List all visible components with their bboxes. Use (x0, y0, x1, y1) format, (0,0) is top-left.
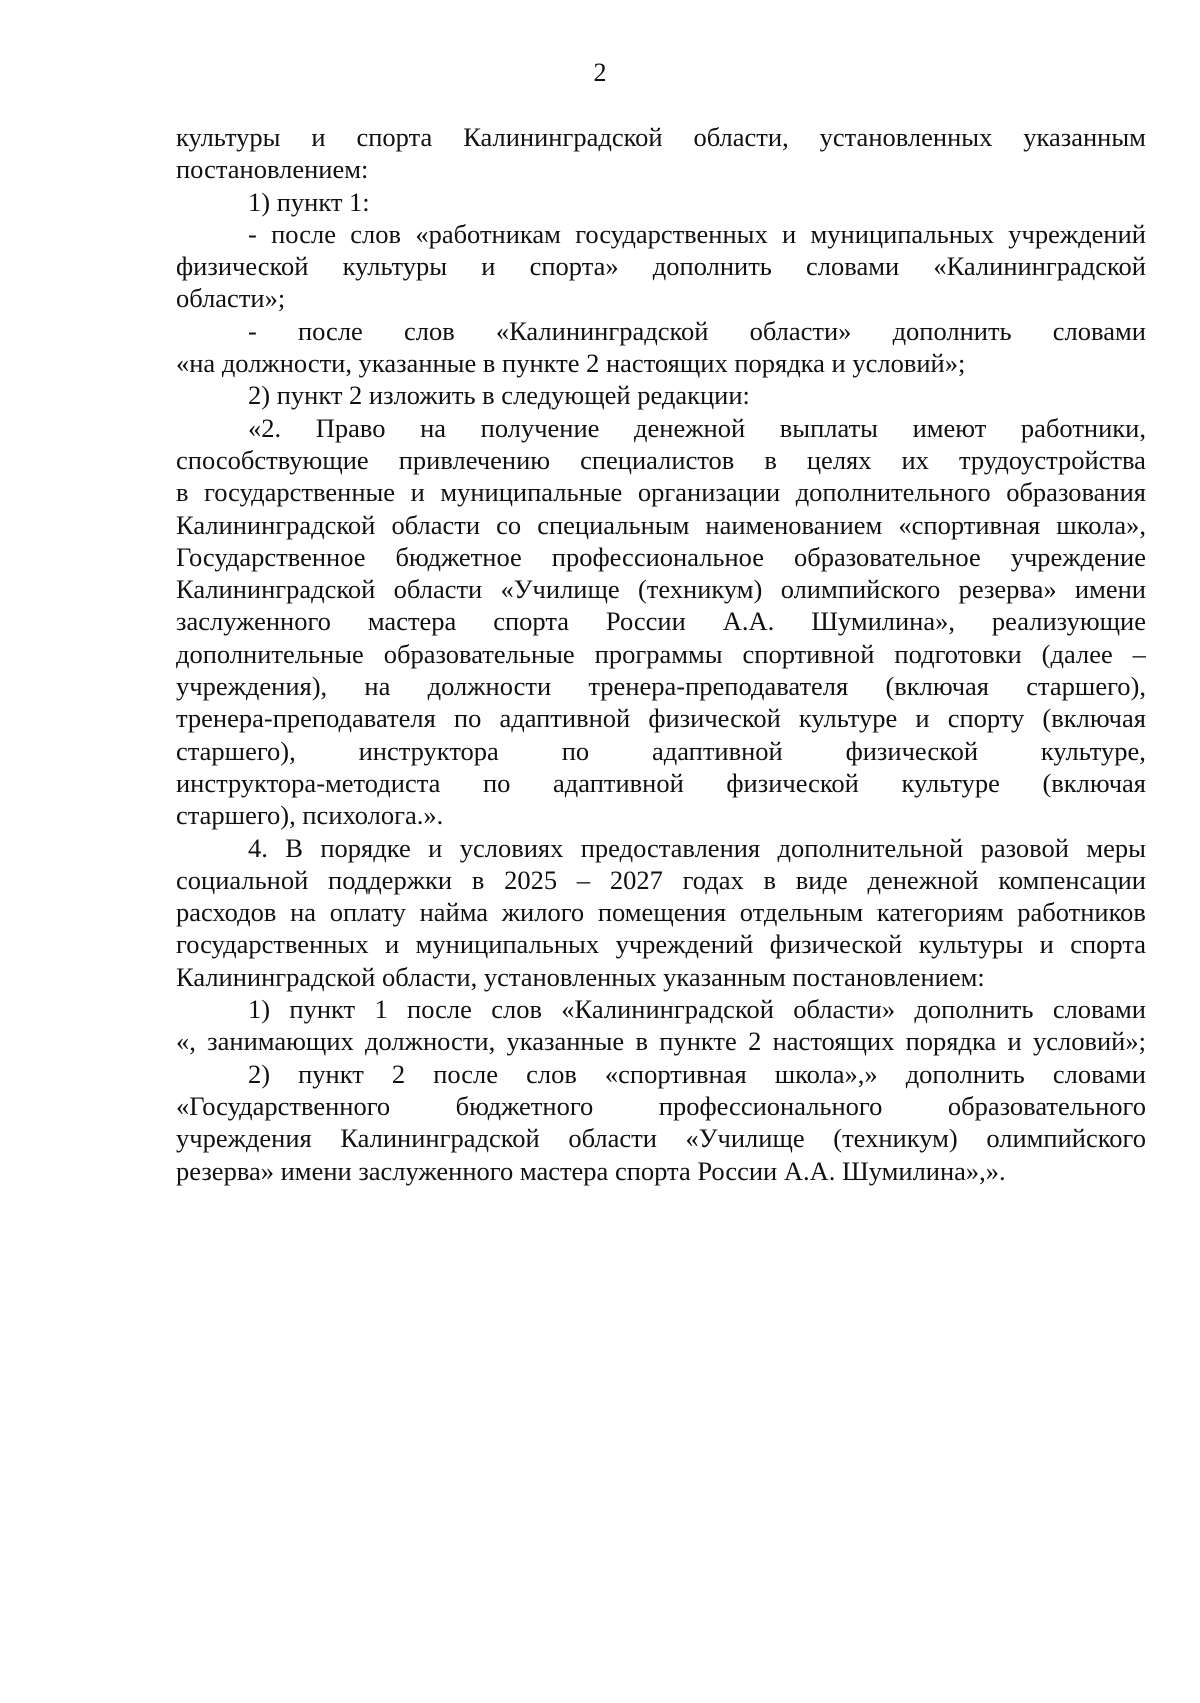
word: по (482, 767, 511, 798)
word: и (428, 832, 443, 863)
word: «спортивная (898, 509, 1041, 540)
word: 2 (748, 1026, 762, 1057)
word: олимпийского (780, 574, 941, 605)
text-line: 2) пункт 2 изложить в следующей редакции: (248, 380, 750, 411)
word: 1) (248, 994, 271, 1025)
word: культуры (342, 251, 448, 282)
word: виде (795, 864, 848, 895)
word: (далее (1041, 638, 1113, 669)
text-line: старшего), психолога.». (176, 800, 444, 831)
word: и (782, 218, 797, 249)
word: области (391, 509, 481, 540)
word: физической (648, 703, 781, 734)
word: профессионального (658, 1090, 883, 1121)
word: Калининградской (176, 574, 376, 605)
word: после (297, 315, 363, 346)
text-line (176, 670, 1146, 702)
word: годах (682, 864, 744, 895)
page-number: 2 (593, 58, 607, 87)
word: учреждений (615, 929, 754, 960)
text-line (176, 1058, 1146, 1090)
word: имеют (912, 412, 987, 443)
word: словами (1052, 1058, 1146, 1089)
word: (включая (1042, 703, 1146, 734)
word: образовательное (794, 541, 981, 572)
word: дополнить (892, 315, 1012, 346)
word: - (248, 315, 257, 346)
word: (включая (1042, 767, 1146, 798)
word: физической (726, 767, 859, 798)
text-line: «на должности, указанные в пункте 2 настоящих порядка и условий»; (176, 348, 966, 379)
text-line (176, 767, 1146, 799)
word: адаптивной (553, 767, 684, 798)
word: слов (526, 1058, 577, 1089)
document-body (176, 121, 1146, 1187)
word: условий»; (1033, 1026, 1146, 1057)
word: порядке (320, 832, 411, 863)
word: поддержки (328, 864, 453, 895)
word: оплату (329, 897, 406, 928)
word: и (1007, 1026, 1022, 1057)
word: «Калининградской (495, 315, 709, 346)
word: школа», (1056, 509, 1146, 540)
word: - (248, 218, 257, 249)
word: 1 (374, 994, 388, 1025)
word: денежной (867, 864, 979, 895)
word: целях (806, 444, 872, 475)
word: должности, (365, 1026, 496, 1057)
word: разовой (980, 832, 1069, 863)
word: наименованием (705, 509, 883, 540)
word: спорту (947, 703, 1025, 734)
word: образовательного (947, 1090, 1146, 1121)
word: получение (480, 412, 600, 443)
word: дополнить (914, 994, 1034, 1025)
word: дополнительные (176, 638, 364, 669)
word: слов (350, 218, 402, 249)
word: слов (403, 315, 455, 346)
word: найма (419, 897, 489, 928)
word: денежной (634, 412, 746, 443)
word: тренера-преподавателя (588, 671, 849, 702)
word: после (433, 1058, 499, 1089)
word: словами (1052, 994, 1146, 1025)
word: словами (1052, 315, 1146, 346)
word: и (481, 251, 496, 282)
word: Калининградской (463, 122, 663, 152)
word: подготовки (894, 638, 1022, 669)
word: на (364, 671, 391, 702)
word: специалистов (580, 444, 735, 475)
word: области» (793, 994, 896, 1025)
word: государственные (204, 477, 396, 508)
word: социальной (176, 864, 309, 895)
word: на (290, 897, 317, 928)
word: имени (1074, 574, 1146, 605)
text-line (176, 896, 1146, 928)
word: России (605, 606, 686, 637)
word: государственных (176, 929, 369, 960)
word: Право (315, 412, 386, 443)
word: трудоустройства (958, 444, 1146, 475)
word: школа»,» (774, 1058, 878, 1089)
word: резерва» (958, 574, 1057, 605)
word: культуры (918, 929, 1024, 960)
word: меры (1086, 832, 1146, 863)
word: мастера (367, 606, 457, 637)
word: Калининградской (340, 1123, 540, 1154)
word: 2027 (609, 864, 663, 895)
word: адаптивной (651, 735, 783, 766)
word: образования (1006, 477, 1146, 508)
word: после (271, 218, 336, 249)
word: заслуженного (176, 606, 331, 637)
word: бюджетное (395, 541, 522, 572)
text-line: постановлением: (176, 154, 369, 185)
text-line: области»; (176, 283, 286, 314)
word: в (764, 444, 777, 475)
word: – (576, 864, 591, 895)
word: культуре (798, 703, 898, 734)
text-line (176, 735, 1146, 767)
word: области (393, 574, 483, 605)
text-line (176, 605, 1146, 637)
word: тренера-преподавателя (176, 703, 436, 734)
word: «Калининградской (561, 994, 774, 1025)
word: пункт (298, 1058, 364, 1089)
word: Калининградской (176, 509, 376, 540)
word: организации (637, 477, 781, 508)
word: спорта» (529, 251, 619, 282)
word: расходов (176, 897, 277, 928)
text-line (176, 315, 1146, 347)
word: программы (594, 638, 723, 669)
text-line (176, 993, 1146, 1025)
text-line (176, 250, 1146, 282)
word: бюджетного (455, 1090, 594, 1121)
word: муниципальных (415, 929, 600, 960)
word: отдельным (739, 897, 864, 928)
text-line (176, 476, 1146, 508)
word: А.А. (722, 606, 775, 637)
word: учреждений (1008, 218, 1146, 249)
word: дополнительного (795, 477, 991, 508)
word: установленных (819, 122, 993, 152)
text-line (176, 1122, 1146, 1154)
text-line (176, 509, 1146, 541)
word: учреждения (176, 1123, 312, 1154)
word: в (635, 1026, 648, 1057)
text-line (176, 1025, 1146, 1057)
word: спортивной (742, 638, 875, 669)
word: «Калининградской (933, 251, 1146, 282)
word: культуре (901, 767, 1000, 798)
word: 4. (248, 832, 268, 863)
word: на (420, 412, 447, 443)
word: и (311, 122, 326, 152)
word: 2 (391, 1058, 406, 1089)
word: и (1039, 929, 1054, 960)
word: порядка (905, 1026, 997, 1057)
word: настоящих (772, 1026, 895, 1057)
text-line (176, 702, 1146, 734)
text-line (176, 412, 1146, 444)
word: Шумилина», (811, 606, 955, 637)
word: жилого (501, 897, 585, 928)
word: области, (693, 122, 789, 152)
text-line (176, 444, 1146, 476)
word: после (407, 994, 472, 1025)
word: пункт (289, 994, 356, 1025)
word: указанные (506, 1026, 625, 1057)
word: категориям (876, 897, 1004, 928)
word: в (176, 477, 189, 508)
word: государственных (575, 218, 768, 249)
word: старшего), (1026, 671, 1146, 702)
text-line (176, 638, 1146, 670)
word: 2025 (504, 864, 558, 895)
word: привлечению (398, 444, 551, 475)
text-line (176, 541, 1146, 573)
word: спорта (1070, 929, 1146, 960)
word: муниципальные (440, 477, 623, 508)
word: старшего), (176, 735, 296, 766)
word: физической (176, 251, 309, 282)
word: занимающих (207, 1026, 354, 1057)
word: учреждение (1010, 541, 1146, 572)
word: компенсации (998, 864, 1146, 895)
word: (техникум) (637, 574, 763, 605)
word: выплаты (779, 412, 878, 443)
word: слов (491, 994, 542, 1025)
word: и (915, 703, 930, 734)
word: их (901, 444, 929, 475)
word: учреждения), (176, 671, 328, 702)
word: словами (806, 251, 900, 282)
word: реализующие (991, 606, 1146, 637)
word: «Училище (685, 1123, 805, 1154)
word: «спортивная (604, 1058, 747, 1089)
word: физической (845, 735, 979, 766)
word: условиях (459, 832, 564, 863)
word: работники, (1020, 412, 1146, 443)
word: по (561, 735, 590, 766)
word: по (453, 703, 482, 734)
word: спорта (356, 122, 433, 152)
word: и (384, 929, 400, 960)
word: области» (749, 315, 852, 346)
text-line (176, 218, 1146, 250)
word: пункте (659, 1026, 737, 1057)
text-line (176, 573, 1146, 605)
word: «работникам (415, 218, 561, 249)
word: профессиональное (551, 541, 765, 572)
word: помещения (597, 897, 727, 928)
word: физической (769, 929, 903, 960)
word: инструктора (358, 735, 499, 766)
word: и (410, 477, 425, 508)
word: олимпийского (986, 1123, 1146, 1154)
word: способствующие (176, 444, 369, 475)
text-line (176, 832, 1146, 864)
word: «Училище (500, 574, 620, 605)
word: специальным (537, 509, 690, 540)
word: работников (1017, 897, 1146, 928)
word: 2) (248, 1058, 271, 1089)
word: инструктора-методиста (176, 767, 441, 798)
word: спорта (493, 606, 569, 637)
word: (включая (885, 671, 989, 702)
text-line: 1) пункт 1: (248, 186, 370, 217)
word: «, (176, 1026, 196, 1057)
word: образовательные (383, 638, 575, 669)
word: в (763, 864, 777, 895)
text-line (176, 928, 1146, 960)
word: культуры (176, 122, 281, 152)
word: в (471, 864, 485, 895)
word: должности (427, 671, 552, 702)
word: В (285, 832, 303, 863)
word: дополнить (905, 1058, 1025, 1089)
word: адаптивной (499, 703, 631, 734)
word: культуре, (1040, 735, 1146, 766)
word: предоставления (580, 832, 761, 863)
word: Государственное (176, 541, 366, 572)
text-line (176, 1090, 1146, 1122)
word: муниципальных (810, 218, 994, 249)
word: дополнительной (777, 832, 964, 863)
word: «2. (248, 412, 282, 443)
text-line (176, 864, 1146, 896)
text-line (176, 121, 1146, 153)
word: (техникум) (833, 1123, 958, 1154)
word: «Государственного (176, 1090, 391, 1121)
word: – (1132, 638, 1146, 669)
word: со (496, 509, 522, 540)
word: области (568, 1123, 657, 1154)
word: указанным (1023, 122, 1146, 152)
text-line: Калининградской области, установленных указанным постановлением: (176, 961, 985, 992)
text-line: резерва» имени заслуженного мастера спорта России А.А. Шумилина»,». (176, 1155, 1006, 1186)
word: дополнить (652, 251, 772, 282)
